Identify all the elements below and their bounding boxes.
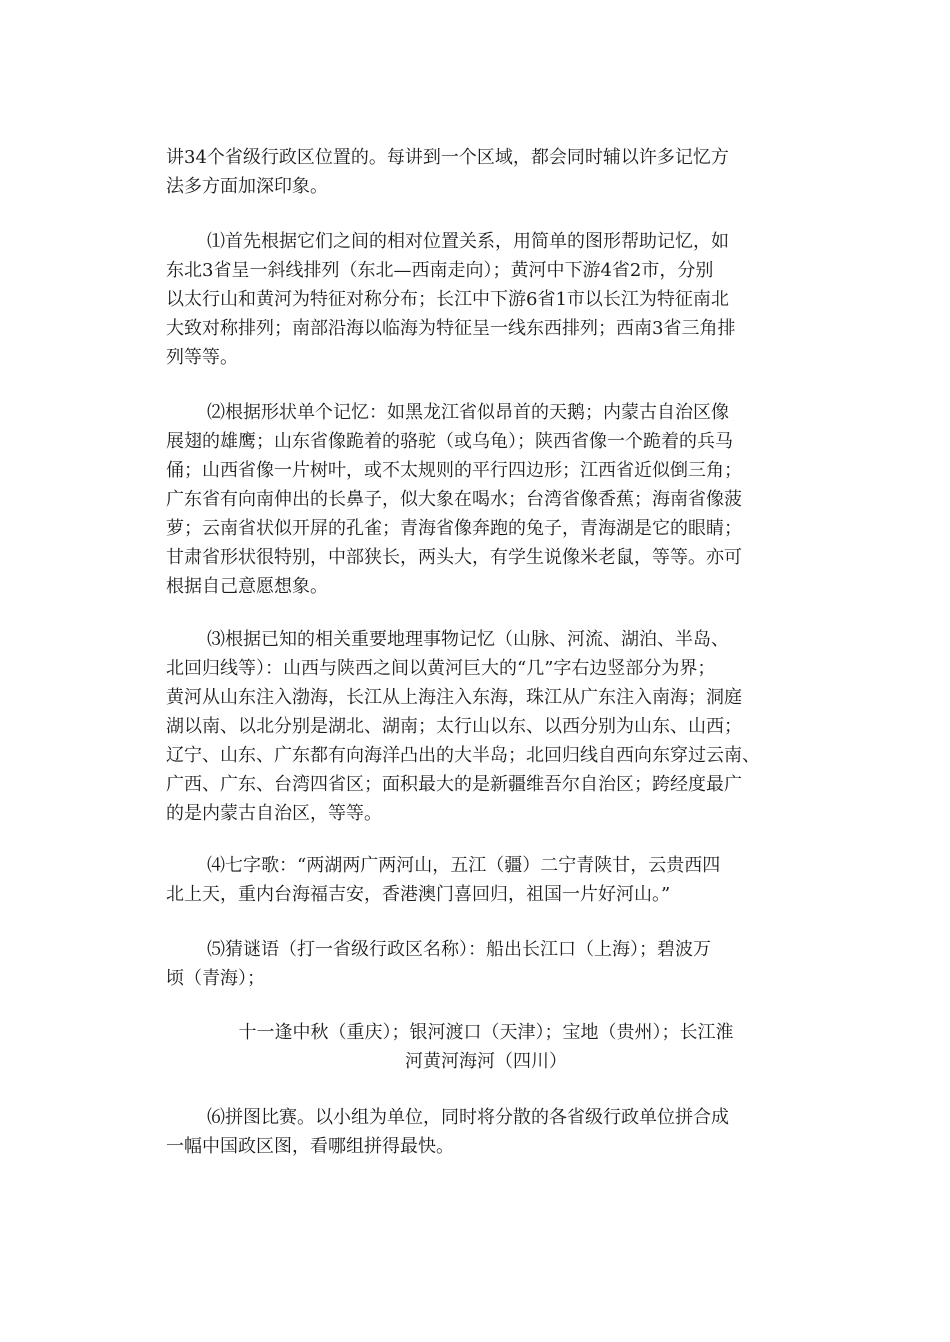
text-line: 展翅的雄鹰；山东省像跪着的骆驼（或乌龟）；陕西省像一个跪着的兵马 xyxy=(166,431,733,452)
text-line: ⑹拼图比赛。以小组为单位，同时将分散的各省级行政单位拼合成 xyxy=(207,1107,729,1128)
text-line: 湖以南、以北分别是湖北、湖南；太行山以东、以西分别为山东、山西； xyxy=(166,716,742,737)
text-line: 广西、广东、台湾四省区；面积最大的是新疆维吾尔自治区；跨经度最广 xyxy=(166,774,742,795)
text-line: 根据自己意愿想象。 xyxy=(166,576,328,597)
text-line: ⑷七字歌：“两湖两广两河山，五江（疆）二宁青陕甘，云贵西四 xyxy=(207,855,721,876)
text-line: 甘肃省形状很特别，中部狭长，两头大，有学生说像米老鼠，等等。亦可 xyxy=(166,547,742,568)
text-line: 辽宁、山东、广东都有向海洋凸出的大半岛；北回归线自西向东穿过云南、 xyxy=(166,745,760,766)
text-line: 法多方面加深印象。 xyxy=(166,176,328,197)
text-line: 广东省有向南伸出的长鼻子，似大象在喝水；台湾省像香蕉；海南省像菠 xyxy=(166,489,742,510)
text-line: 大致对称排列；南部沿海以临海为特征呈一线东西排列；西南3省三角排 xyxy=(166,318,736,339)
text-line: 俑；山西省像一片树叶，或不太规则的平行四边形；江西省近似倒三角； xyxy=(166,460,742,481)
text-line: 顷（青海）； xyxy=(166,968,265,989)
text-line: 列等等。 xyxy=(166,347,238,368)
text-line: 北回归线等）：山西与陕西之间以黄河巨大的“几”字右边竖部分为界； xyxy=(166,658,716,679)
text-line: ⑶根据已知的相关重要地理事物记忆（山脉、河流、湖泊、半岛、 xyxy=(207,629,729,650)
text-line: ⑴首先根据它们之间的相对位置关系，用简单的图形帮助记忆，如 xyxy=(207,231,729,252)
text-line-centered: 十一逢中秋（重庆）；银河渡口（天津）；宝地（贵州）；长江淮 xyxy=(238,1022,734,1043)
text-line: 东北3省呈一斜线排列（东北—西南走向）；黄河中下游4省2市，分别 xyxy=(166,260,714,281)
text-line: 一幅中国政区图，看哪组拼得最快。 xyxy=(166,1136,454,1157)
text-line: 黄河从山东注入渤海，长江从上海注入东海，珠江从广东注入南海；洞庭 xyxy=(166,687,742,708)
text-line: ⑵根据形状单个记忆：如黑龙江省似昂首的天鹅；内蒙古自治区像 xyxy=(207,402,729,423)
text-line-centered: 河黄河海河（四川） xyxy=(405,1051,567,1072)
text-line: 北上天，重内台海福吉安，香港澳门喜回归，祖国一片好河山。” xyxy=(166,884,671,905)
text-line: 讲34个省级行政区位置的。每讲到一个区域，都会同时辅以许多记忆方 xyxy=(166,147,729,168)
text-line: 的是内蒙古自治区，等等。 xyxy=(166,803,382,824)
text-line: ⑸猜谜语（打一省级行政区名称）：船出长江口（上海）；碧波万 xyxy=(207,939,711,960)
text-line: 萝；云南省状似开屏的孔雀；青海省像奔跑的兔子，青海湖是它的眼睛； xyxy=(166,518,742,539)
text-line: 以太行山和黄河为特征对称分布；长江中下游6省1市以长江为特征南北 xyxy=(166,289,729,310)
